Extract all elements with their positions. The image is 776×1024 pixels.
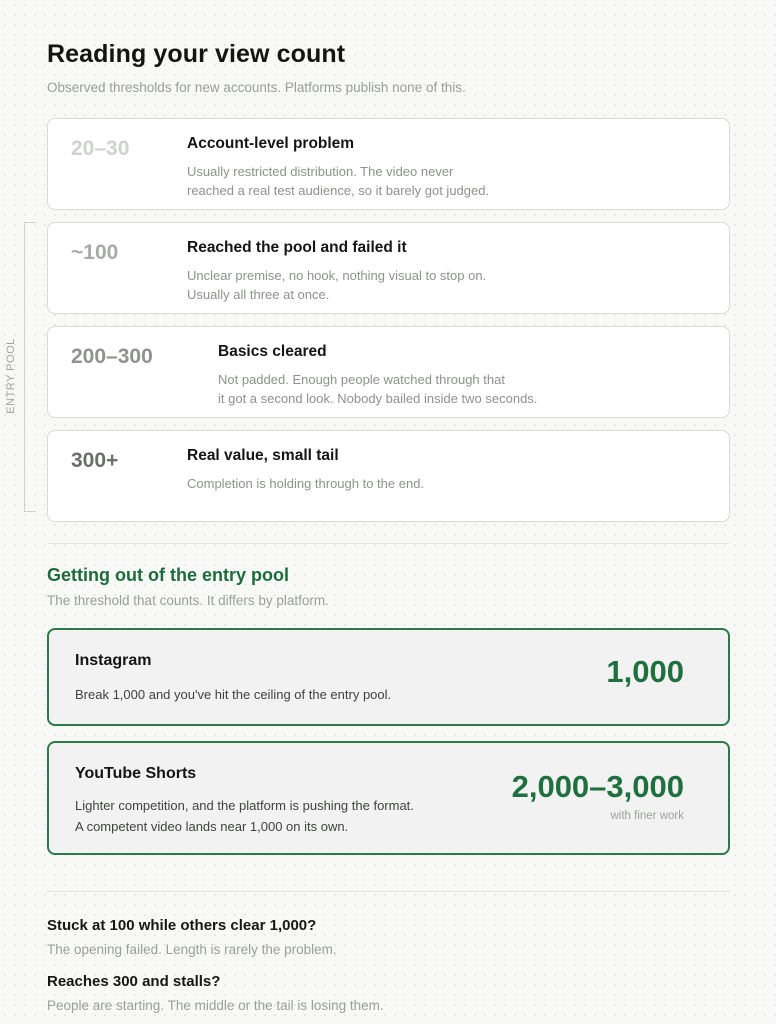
page-title: Reading your view count — [47, 40, 346, 68]
faq-answer: People are starting. The middle or the tail is losing them. — [47, 998, 384, 1013]
platform-threshold-value: 2,000–3,000 — [511, 769, 684, 804]
platform-name: Instagram — [75, 652, 152, 669]
tier-desc-line: reached a real test audience, so it barely got judged. — [187, 183, 490, 198]
tier-title: Account-level problem — [187, 135, 355, 152]
tier-desc-line: it got a second look. Nobody bailed inside two seconds. — [218, 391, 538, 406]
platform-card-instagram — [47, 628, 730, 726]
tier-range: ~100 — [71, 241, 119, 264]
tier-range: 200–300 — [71, 345, 153, 368]
platform-desc-line: Break 1,000 and you've hit the ceiling of the entry pool. — [75, 687, 392, 702]
tier-card-20-30 — [47, 118, 730, 210]
tier-desc-line: Usually all three at once. — [187, 287, 330, 302]
page-subtitle: Observed thresholds for new accounts. Platforms publish none of this. — [47, 80, 466, 95]
tier-desc-line: Usually restricted distribution. The video never — [187, 164, 454, 179]
tier-title: Basics cleared — [218, 343, 327, 360]
platform-threshold-value: 1,000 — [606, 654, 684, 689]
platform-desc-line: Lighter competition, and the platform is pushing the format. — [75, 798, 414, 813]
tier-range: 20–30 — [71, 137, 130, 160]
tier-desc-line: Unclear premise, no hook, nothing visual to stop on. — [187, 268, 487, 283]
faq-answer: The opening failed. Length is rarely the problem. — [47, 942, 337, 957]
platform-card-youtube-shorts — [47, 741, 730, 855]
faq-question: Reaches 300 and stalls? — [47, 973, 221, 990]
platform-desc-line: A competent video lands near 1,000 on its own. — [75, 819, 349, 834]
entry-pool-label: ENTRY POOL — [5, 338, 17, 414]
tier-title: Reached the pool and failed it — [187, 239, 407, 256]
section-title: Getting out of the entry pool — [47, 565, 289, 585]
section-divider — [47, 891, 730, 892]
tier-card-100 — [47, 222, 730, 314]
tier-desc-line: Not padded. Enough people watched through that — [218, 372, 505, 387]
section-divider — [47, 543, 730, 544]
tier-range: 300+ — [71, 449, 119, 472]
tier-desc-line: Completion is holding through to the end. — [187, 476, 425, 491]
faq-question: Stuck at 100 while others clear 1,000? — [47, 917, 317, 934]
tier-card-300-plus — [47, 430, 730, 522]
entry-pool-bracket — [24, 222, 36, 512]
platform-threshold-note: with finer work — [610, 810, 684, 822]
tier-title: Real value, small tail — [187, 447, 339, 464]
section-subtitle: The threshold that counts. It differs by platform. — [47, 593, 329, 608]
tier-card-200-300 — [47, 326, 730, 418]
platform-name: YouTube Shorts — [75, 765, 197, 782]
